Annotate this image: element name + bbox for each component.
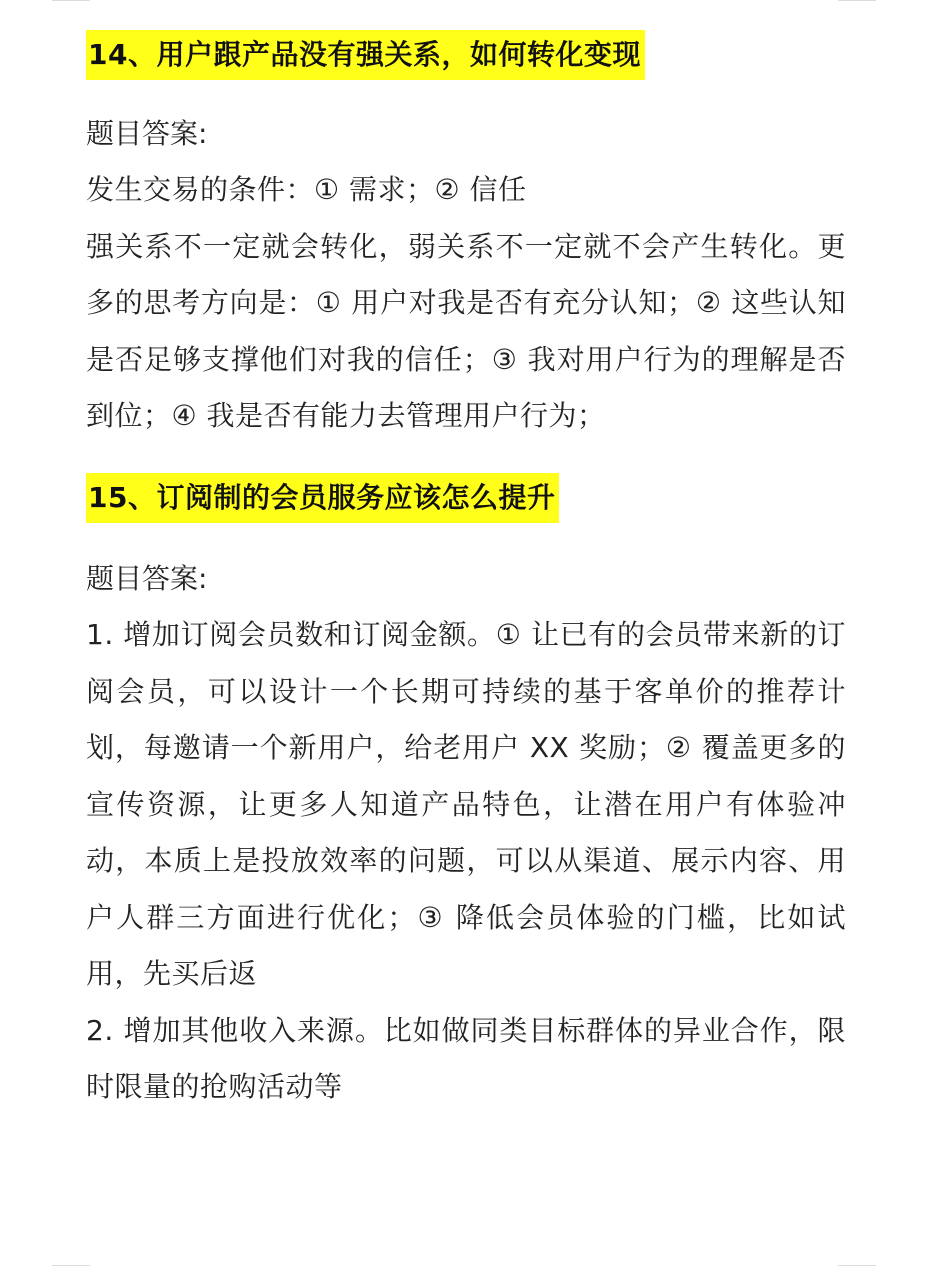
top-right-divider bbox=[838, 0, 876, 1]
answer-paragraph: 1. 增加订阅会员数和订阅金额。① 让已有的会员带来新的订阅会员，可以设计一个长期可持续的基于客单价的推荐计划，每邀请一个新用户，给老用户 XX 奖励；② 覆盖更多的宣传资源，让更多人知道产品特色，让潜在用户有体验冲动，本质上是投放效率的问题，可以从渠道、展示内容、用户人群三方面进行优化；③ 降低会员体验的门槛，比如试用，先买后返 bbox=[86, 618, 846, 990]
answer-label: 题目答案: bbox=[86, 117, 208, 150]
answer-paragraph: 发生交易的条件：① 需求；② 信任 bbox=[86, 173, 527, 206]
answer-paragraph: 强关系不一定就会转化，弱关系不一定就不会产生转化。更多的思考方向是：① 用户对我是否有充分认知；② 这些认知是否足够支撑他们对我的信任；③ 我对用户行为的理解是否到位；④ 我是否有能力去管理用户行为； bbox=[86, 229, 846, 432]
top-left-divider bbox=[52, 0, 90, 1]
answer-paragraph: 2. 增加其他收入来源。比如做同类目标群体的异业合作，限时限量的抢购活动等 bbox=[86, 1013, 846, 1103]
question-heading: 15、订阅制的会员服务应该怎么提升 bbox=[86, 473, 559, 523]
question-section-14 bbox=[86, 30, 846, 445]
question-heading: 14、用户跟产品没有强关系，如何转化变现 bbox=[86, 30, 645, 80]
answer-label: 题目答案: bbox=[86, 562, 208, 595]
question-section-15 bbox=[86, 473, 846, 1116]
